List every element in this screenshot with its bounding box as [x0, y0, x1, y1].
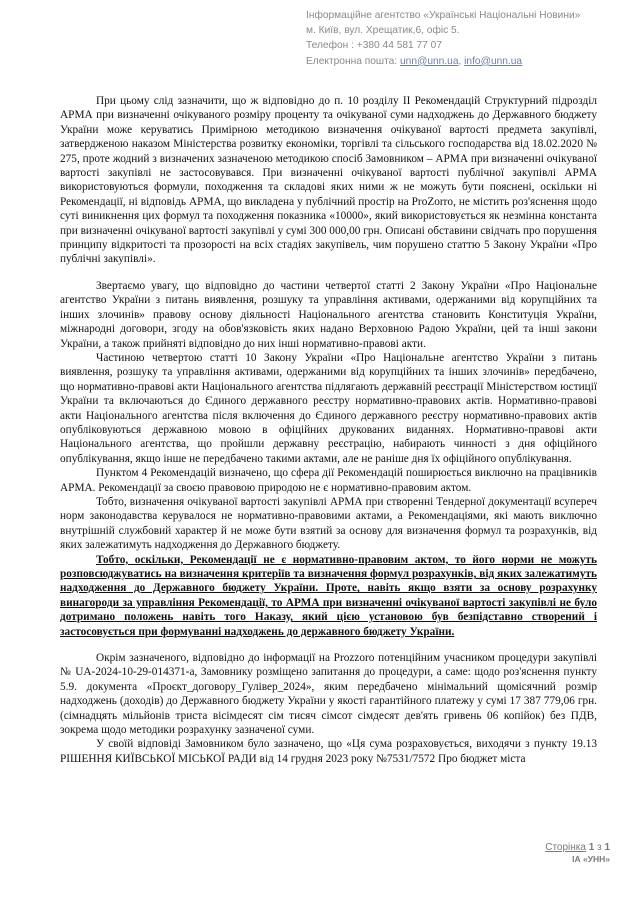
- page-footer: [545, 841, 610, 865]
- page-number: [545, 841, 610, 854]
- page-current: 1: [588, 842, 595, 853]
- page-of: з: [597, 842, 602, 853]
- paragraph-emphasis: Тобто, оскільки, Рекомендації не є нормативно-правовим актом, то його норми не можуть розповсюджуватись на визначення критеріїв та визначення формул розрахунків, від яких залежатимуть надходження до Державного бюджету України. Проте, навіть якщо взяти за основу розрахунку винагороди за управління Рекомендації, то АРМА при визначенні очікуваної вартості закупівлі не було дотримано положень навіть того Наказу, який цією установою був безпідставно створений і застосовується при формуванні надходжень до державного бюджету України.: [60, 553, 597, 638]
- email-label: Електронна пошта:: [306, 55, 398, 67]
- page-label: Сторінка: [545, 842, 586, 853]
- paragraph-registration: Частиною четвертою статті 10 Закону України «Про Національне агентство України з питань виявлення, розшуку та управління активами, одержаними від корупційних та інших злочинів» передбачено, що нормативно-правові акти Національного агентства підлягають державній реєстрації Міністерством юстиції України та включаються до Єдиного державного реєстру нормативно-правових актів. Нормативно-правові акти Національного агентства після включення до Єдиного державного реєстру нормативно-правових актів опубліковуються державною мовою в офіційних друкованих виданнях. Нормативно-правові акти Національного агентства, що пройшли державну реєстрацію, набирають чинності з дня офіційного опублікування, якщо інше не передбачено такими актами, але не раніше дня їх офіційного опублікування.: [60, 351, 597, 465]
- email-link-unn[interactable]: unn@unn.ua: [399, 55, 459, 67]
- email-link-info[interactable]: info@unn.ua: [464, 55, 523, 67]
- email-separator: ,: [458, 55, 462, 67]
- paragraph-scope: Пунктом 4 Рекомендацій визначено, що сфера дії Рекомендацій поширюється виключно на працівників АРМА. Рекомендації за своєю правовою природою не є нормативно-правовим актом.: [60, 467, 597, 494]
- agency-name: Інформаційне агентство «Українські Національні Новини»: [306, 10, 581, 21]
- agency-email-line: [306, 54, 626, 69]
- agency-phone: Телефон : +380 44 581 77 07: [306, 40, 443, 52]
- paragraph-methodology: При цьому слід зазначити, що ж відповідно до п. 10 розділу II Рекомендацій Структурний підрозділ АРМА при визначенні очікуваного розміру проценту та очікуваної суми надходжень до Державного бюджету України може керуватись Примірною методикою визначення очікуваної вартості предмета закупівлі, затвердженою наказом Міністерства розвитку економіки, торгівлі та сільського господарства від 18.02.2020 № 275, проте жодний з визначених зазначеною методикою спосіб Замовником – АРМА при визначенні очікуваної вартості закупівлі не застосовувався. При визначенні очікуваної вартості публічної закупівлі АРМА використовуються формули, походження та складові яких ними ж не можуть бути пояснені, оскільки ні Рекомендації, ні відповідь АРМА, що викладена у публічний простір на ProZorro, не містить роз'яснення щодо суті виникнення цих формул та походження показника «10000», який використовується як незмінна константа при визначенні очікуваної вартості закупівлі у сумі 300 000,00 грн. Описані обставини свідчать про порушення принципу відкритості та прозорості на всіх стадіях закупівель, чим порушено статтю 5 Закону України «Про публічні закупівлі».: [60, 95, 597, 266]
- footer-agency: ІА «УНН»: [572, 854, 610, 864]
- letter-body: [60, 94, 597, 766]
- paragraph-prozorro-question: Окрім зазначеного, відповідно до інформації на Prozzoro потенційним учасником процедури закупівлі № UA-2024-10-29-014371-a, Замовнику розміщено запитання до процедури, а саме: щодо роз'яснення пункту 5.9. документа «Проєкт_договору_Гулівер_2024», яким передбачено мінімальний щомісячний розмір надходжень (доходів) до Державного бюджету України у якості гарантійного платежу у сумі 17 387 779,06 грн. (сімнадцять мільйонів триста вісімдесят сім тисяч сімсот сімдесят дев'ять гривень 06 копійок) без ПДВ, зокрема щодо методики розрахунку зазначеної суми.: [60, 652, 597, 737]
- agency-address: м. Київ, вул. Хрещатик,6, офіс 5.: [306, 25, 460, 37]
- letterhead: [306, 8, 626, 69]
- page-total: 1: [604, 842, 610, 853]
- paragraph-legal-basis: Звертаємо увагу, що відповідно до частини четвертої статті 2 Закону України «Про Національне агентство України з питань виявлення, розшуку та управління активами, одержаними від корупційних та інших злочинів» правову основу діяльності Національного агентства становить Конституція України, міжнародні договори, згоду на обов'язковість яких надано Верховною Радою України, цей та інші закони України, а також прийняті відповідно до них інші нормативно-правові акти.: [60, 279, 597, 350]
- paragraph-conclusion: Тобто, визначення очікуваної вартості закупівлі АРМА при створенні Тендерної документації всупереч норм законодавства керувалося не нормативно-правовими актами, а Рекомендаціями, які мають виключно внутрішній службовий характер й не може бути взятий за основу для визначення формул та розрахунків, від яких залежатимуть надходження до Державного бюджету.: [60, 495, 597, 552]
- paragraph-customer-answer: У своїй відповіді Замовником було зазначено, що «Ця сума розраховується, виходячи з пункту 19.13 РІШЕННЯ КИЇВСЬКОЇ МІСЬКОЇ РАДИ від 14 грудня 2023 року №7531/7572 Про бюджет міста: [60, 738, 597, 765]
